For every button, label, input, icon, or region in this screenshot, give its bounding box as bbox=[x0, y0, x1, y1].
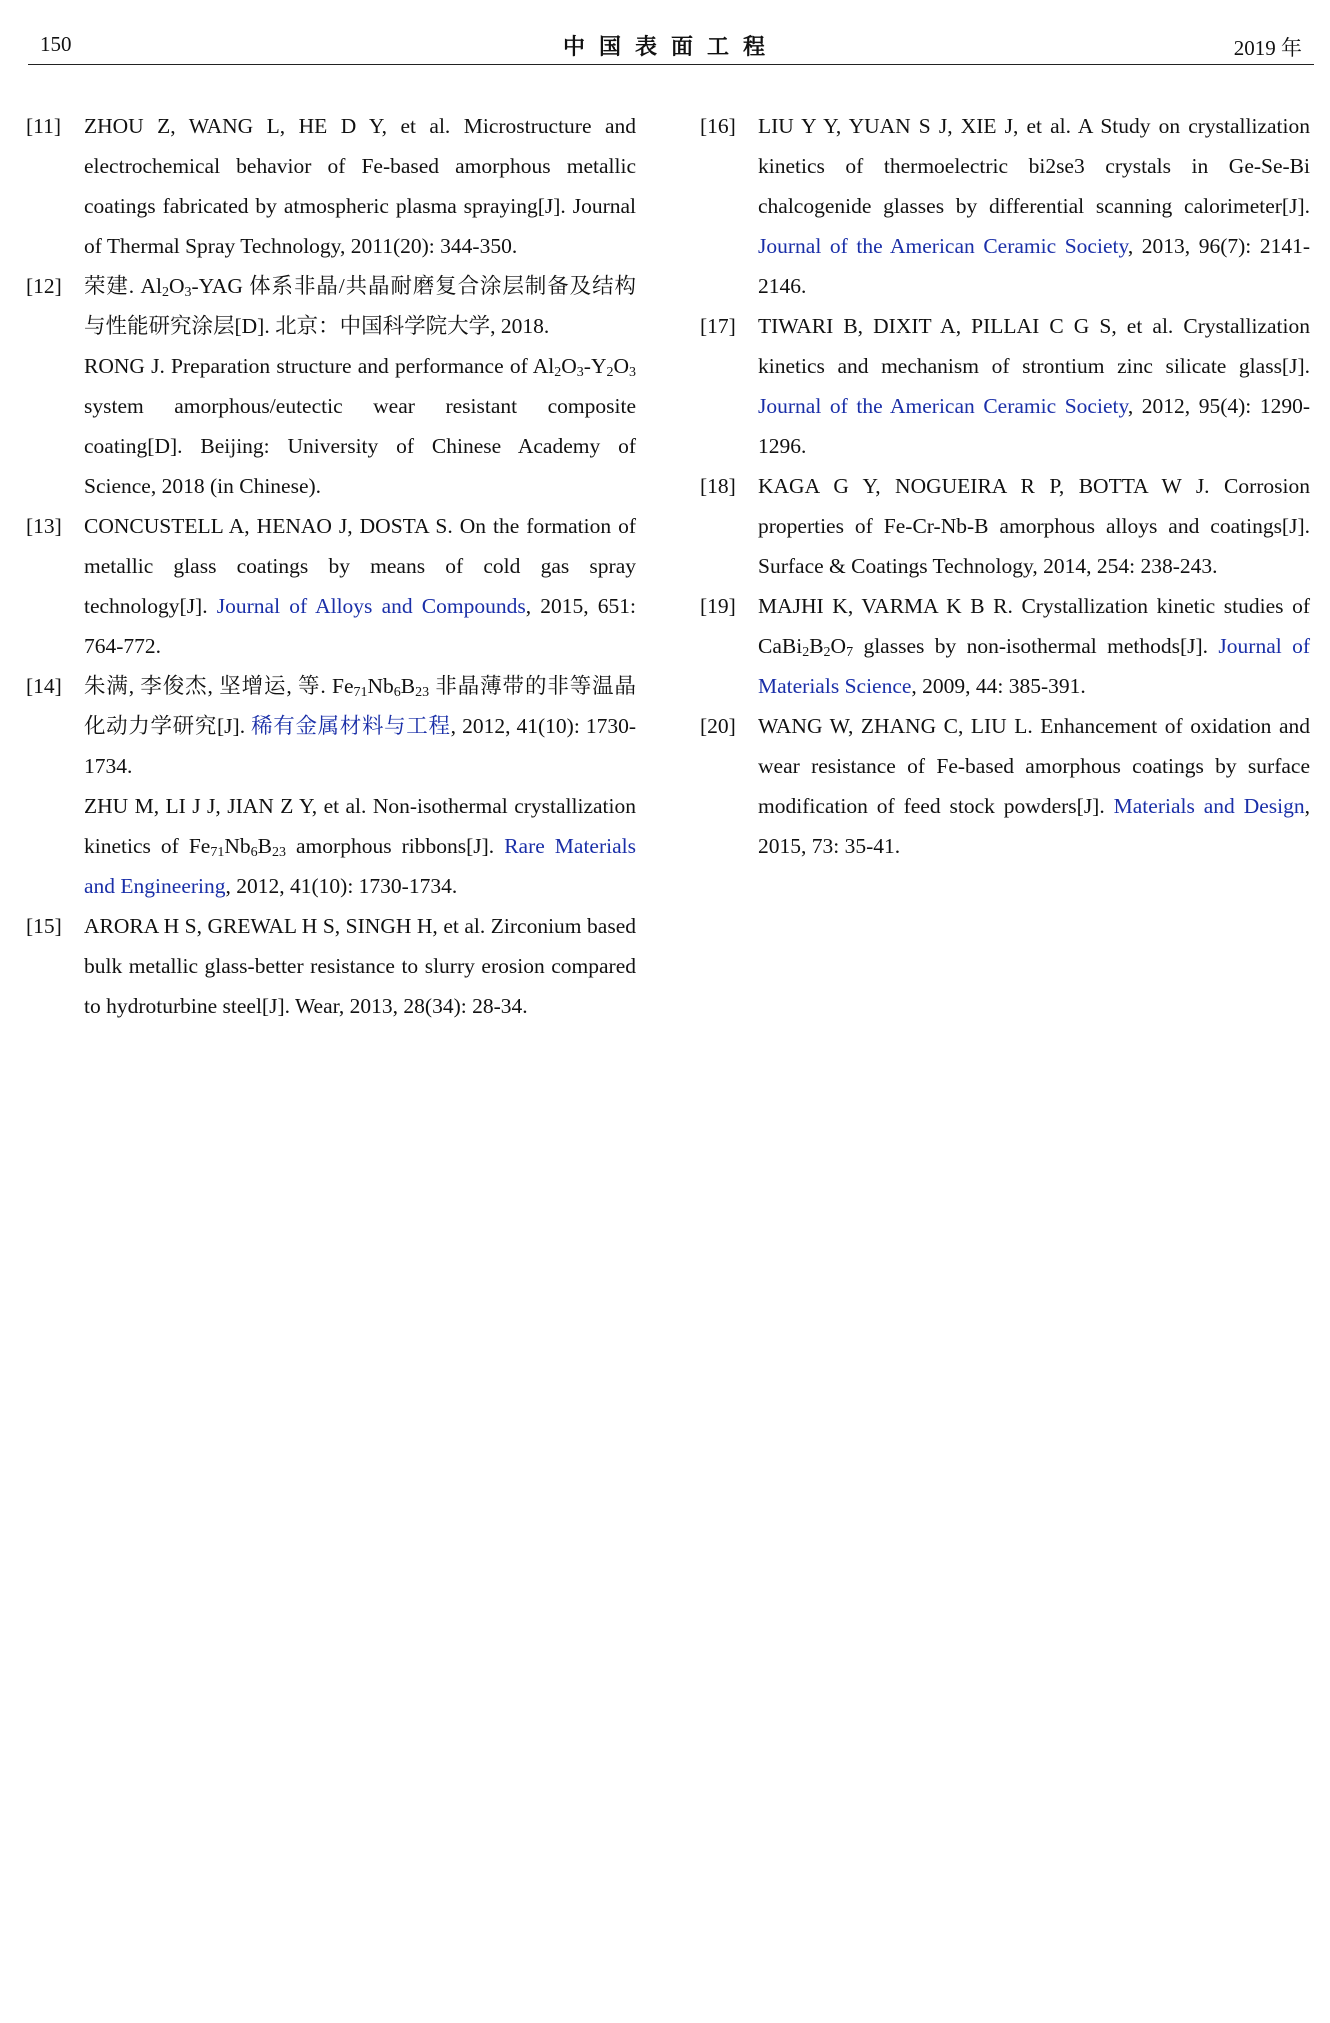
running-header bbox=[28, 30, 1314, 65]
reference-english bbox=[84, 346, 636, 506]
reference-english bbox=[84, 786, 636, 906]
subscript: 2 bbox=[554, 365, 562, 380]
subscript: 7 bbox=[846, 645, 854, 660]
reference-chinese bbox=[84, 666, 636, 786]
text-run: B bbox=[257, 834, 272, 858]
reference-text: ARORA H S, GREWAL H S, SINGH H, et al. Zirconium based bulk metallic glass-better resistance to slurry erosion compared to hydroturbine steel[J]. Wear, 2013, 28(34): 28-34. bbox=[84, 914, 636, 1018]
journal-link[interactable]: Rare Materials and Engineering bbox=[84, 834, 636, 898]
reference-number: [14] bbox=[26, 674, 62, 698]
text-run: ZHU M, LI J J, JIAN Z Y, et al. Non-isothermal crystallization kinetics of Fe bbox=[84, 794, 636, 858]
journal-link[interactable]: Journal of the American Ceramic Society bbox=[758, 394, 1128, 418]
reference-19 bbox=[700, 586, 1310, 706]
reference-number: [15] bbox=[26, 914, 62, 938]
text-run: -Y bbox=[583, 354, 607, 378]
reference-text bbox=[84, 266, 636, 506]
subscript: 23 bbox=[415, 685, 430, 700]
subscript: 3 bbox=[184, 285, 192, 300]
journal-title: 中国表面工程 bbox=[562, 34, 779, 60]
reference-number: [17] bbox=[700, 314, 736, 338]
subscript: 71 bbox=[353, 685, 368, 700]
reference-14 bbox=[26, 666, 636, 906]
subscript: 2 bbox=[823, 645, 831, 660]
reference-13 bbox=[26, 506, 636, 666]
text-run: RONG J. Preparation structure and performance of Al bbox=[84, 354, 555, 378]
text-run: WANG W, ZHANG C, LIU L. Enhancement of oxidation and wear resistance of Fe-based amorphous coatings by surface modification of feed stock powders[J]. bbox=[758, 714, 1310, 818]
reference-text bbox=[758, 586, 1310, 706]
references-left-column bbox=[26, 106, 636, 1026]
text-run: O bbox=[561, 354, 577, 378]
text-run: O bbox=[168, 274, 185, 298]
text-run: , 2013, 96(7): 2141-2146. bbox=[758, 234, 1310, 298]
reference-number: [13] bbox=[26, 514, 62, 538]
text-run: , 2012, 95(4): 1290-1296. bbox=[758, 394, 1310, 458]
text-run: , 2012, 41(10): 1730-1734. bbox=[225, 874, 458, 898]
text-run: CONCUSTELL A, HENAO J, DOSTA S. On the formation of metallic glass coatings by means of cold gas spray technology[J]. bbox=[84, 514, 636, 618]
text-run: 荣建. Al bbox=[84, 274, 162, 298]
text-run: Nb bbox=[224, 834, 251, 858]
reference-number: [18] bbox=[700, 474, 736, 498]
subscript: 2 bbox=[161, 285, 169, 300]
text-run: amorphous ribbons[J]. bbox=[285, 834, 505, 858]
subscript: 3 bbox=[576, 365, 584, 380]
reference-16 bbox=[700, 106, 1310, 306]
reference-number: [20] bbox=[700, 714, 736, 738]
subscript: 3 bbox=[629, 365, 636, 380]
text-run: TIWARI B, DIXIT A, PILLAI C G S, et al. Crystallization kinetics and mechanism of strontium zinc silicate glass[J]. bbox=[758, 314, 1310, 378]
subscript: 23 bbox=[271, 845, 286, 860]
reference-text: KAGA G Y, NOGUEIRA R P, BOTTA W J. Corrosion properties of Fe-Cr-Nb-B amorphous alloys and coatings[J]. Surface & Coatings Technology, 2014, 254: 238-243. bbox=[758, 474, 1310, 578]
text-run: -YAG 体系非晶/共晶耐磨复合涂层制备及结构与性能研究涂层[D]. 北京：中国科学院大学, 2018. bbox=[84, 274, 636, 338]
text-run: LIU Y Y, YUAN S J, XIE J, et al. A Study on crystallization kinetics of thermoelectric bi2se3 crystals in Ge-Se-Bi chalcogenide glasses by differential scanning calorimeter[J]. bbox=[758, 114, 1310, 218]
text-run: system amorphous/eutectic wear resistant composite coating[D]. Beijing: University of Chinese Academy of Science, 2018 (in Chinese). bbox=[84, 394, 636, 498]
text-run: , 2012, 41(10): 1730-1734. bbox=[84, 714, 636, 778]
journal-link[interactable]: Journal of Materials Science bbox=[758, 634, 1310, 698]
header-year: 2019 年 bbox=[1233, 36, 1302, 60]
reference-18 bbox=[700, 466, 1310, 586]
subscript: 71 bbox=[210, 845, 225, 860]
subscript: 6 bbox=[250, 845, 258, 860]
reference-text: ZHOU Z, WANG L, HE D Y, et al. Microstructure and electrochemical behavior of Fe-based amorphous metallic coatings fabricated by atmospheric plasma spraying[J]. Journal of Thermal Spray Technology, 2011(20): 344-350. bbox=[84, 114, 636, 258]
reference-number: [12] bbox=[26, 274, 62, 298]
journal-link[interactable]: Materials and Design bbox=[1113, 794, 1305, 818]
text-run: , 2009, 44: 385-391. bbox=[911, 674, 1086, 698]
reference-20 bbox=[700, 706, 1310, 866]
subscript: 6 bbox=[393, 685, 401, 700]
reference-text bbox=[84, 506, 636, 666]
text-run: O bbox=[830, 634, 847, 658]
references-right-column bbox=[700, 106, 1310, 866]
text-run: B bbox=[400, 674, 416, 698]
text-run: MAJHI K, VARMA K B R. Crystallization kinetic studies of CaBi bbox=[758, 594, 1310, 658]
journal-link[interactable]: 稀有金属材料与工程 bbox=[251, 714, 451, 738]
text-run: 非晶薄带的非等温晶化动力学研究[J]. bbox=[84, 674, 636, 738]
reference-number: [16] bbox=[700, 114, 736, 138]
text-run: 朱满, 李俊杰, 坚增运, 等. Fe bbox=[84, 674, 354, 698]
journal-link[interactable]: Journal of Alloys and Compounds bbox=[216, 594, 526, 618]
reference-15 bbox=[26, 906, 636, 1026]
reference-chinese bbox=[84, 266, 636, 346]
reference-text bbox=[758, 706, 1310, 866]
reference-number: [19] bbox=[700, 594, 736, 618]
text-run: B bbox=[809, 634, 824, 658]
reference-text bbox=[84, 666, 636, 906]
text-run: , 2015, 73: 35-41. bbox=[758, 794, 1310, 858]
reference-12 bbox=[26, 266, 636, 506]
reference-17 bbox=[700, 306, 1310, 466]
reference-text bbox=[758, 306, 1310, 466]
page-number: 150 bbox=[40, 32, 72, 56]
text-run: O bbox=[613, 354, 629, 378]
journal-link[interactable]: Journal of the American Ceramic Society bbox=[758, 234, 1128, 258]
subscript: 2 bbox=[606, 365, 614, 380]
reference-11 bbox=[26, 106, 636, 266]
reference-text bbox=[758, 106, 1310, 306]
reference-number: [11] bbox=[26, 114, 62, 138]
subscript: 2 bbox=[802, 645, 810, 660]
text-run: glasses by non-isothermal methods[J]. bbox=[853, 634, 1219, 658]
text-run: Nb bbox=[367, 674, 394, 698]
text-run: , 2015, 651: 764-772. bbox=[84, 594, 636, 658]
